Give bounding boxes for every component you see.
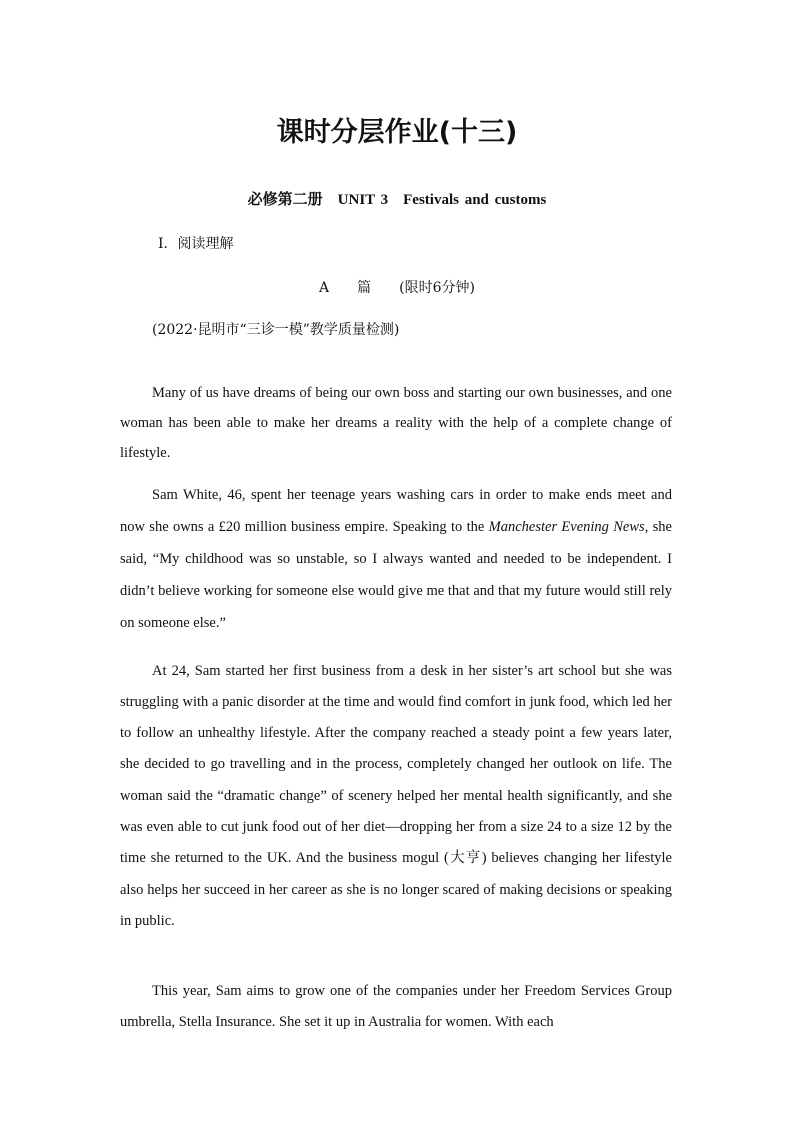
paragraph-2-text-start: Sam White, 46, spent her teenage years washing cars in order to make ends meet and now she owns a £20 million business empire. Speaking to the (120, 486, 672, 535)
page-subtitle: 必修第二册 UNIT 3 Festivals and customs (247, 192, 547, 208)
paragraph-2-text-end: , she said, “My childhood was so unstable, so I always wanted and needed to be independent. I didn’t believe working for someone else would give me that and that my future would still rely on someone else.” (120, 518, 672, 631)
newspaper-name: Manchester Evening News (488, 518, 645, 535)
section-label: Ⅰ．阅读理解 (158, 236, 234, 252)
part-heading: A 篇 (限时6分钟) (319, 280, 475, 296)
passage-paragraph-2 (120, 479, 672, 639)
page-title: 课时分层作业(十三) (276, 117, 518, 148)
passage-paragraph-4: This year, Sam aims to grow one of the companies under her Freedom Services Group umbrella, Stella Insurance. She set it up in Australia for women. With each (120, 982, 672, 1030)
passage-paragraph-1: Many of us have dreams of being our own boss and starting our own businesses, and one woman has been able to make her dreams a reality with the help of a complete change of lifestyle. (120, 384, 672, 461)
passage-paragraph-3: At 24, Sam started her first business from a desk in her sister’s art school but she was struggling with a panic disorder at the time and would find comfort in junk food, which led her to follow an unhealthy lifestyle. After the company reached a steady point a few years later, she decided to go travelling and in the process, completely changed her outlook on life. The woman said the “dramatic change” of scenery helped her mental health significantly, and she was even able to cut junk food out of her diet—dropping her from a size 24 to a size 12 by the time she returned to the UK. And the business mogul (大亨) believes changing her lifestyle also helps her succeed in her career as she is no longer scared of making decisions or speaking in public. (120, 662, 672, 929)
passage-source: (2022·昆明市“三诊一模”教学质量检测) (152, 322, 400, 338)
